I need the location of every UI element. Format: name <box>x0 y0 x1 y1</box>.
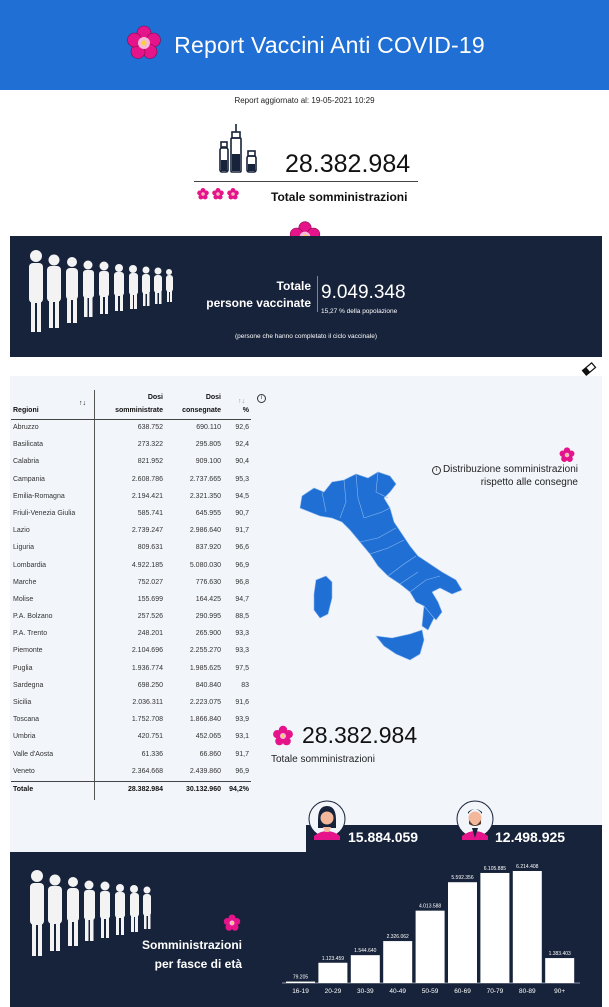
table-row[interactable] <box>11 437 251 454</box>
chart-tick-label: 20-29 <box>324 988 342 995</box>
table-cell-c: 776.630 <box>195 578 221 586</box>
male-avatar-icon[interactable] <box>456 800 494 847</box>
table-cell-d: 420.751 <box>137 733 163 741</box>
primula-flower-icon <box>124 23 164 68</box>
table-cell-p: 96,9 <box>235 561 249 569</box>
chart-tick-label: 80-89 <box>518 988 536 995</box>
table-cell-r: Abruzzo <box>13 424 39 431</box>
divider <box>194 181 418 182</box>
table-cell-p: 83 <box>241 681 249 689</box>
table-cell-r: Emilia-Romagna <box>13 492 65 500</box>
table-cell-p: 94,7 <box>235 595 249 603</box>
table-cell-d: 585.741 <box>137 509 163 517</box>
table-cell-r: Lazio <box>13 527 30 535</box>
table-cell-r: Friuli-Venezia Giulia <box>13 509 76 517</box>
table-cell-c: 690.110 <box>196 424 221 431</box>
total-doses-label: Totale somministrazioni <box>271 190 408 204</box>
table-cell-r: Piemonte <box>13 647 43 655</box>
header-pct[interactable]: % <box>242 407 249 414</box>
info-icon[interactable]: i <box>432 466 441 475</box>
table-cell-r: Veneto <box>13 767 35 775</box>
table-cell-d: 1.752.708 <box>131 716 163 724</box>
table-cell-p: 92,4 <box>235 441 249 449</box>
last-updated: Report aggiornato al: 19-05-2021 10:29 <box>234 96 375 105</box>
vaccinated-note: (persone che hanno completato il ciclo vaccinale) <box>235 333 377 340</box>
table-cell-p: 90,7 <box>235 509 249 517</box>
table-cell-c: 1.985.625 <box>189 664 221 672</box>
table-cell-p: 91,6 <box>235 699 249 706</box>
table-cell-d: 2.608.786 <box>131 475 163 483</box>
total-doses-label-2: Totale somministrazioni <box>271 754 375 765</box>
table-cell-r: Liguria <box>13 544 35 552</box>
header-cons-line2[interactable]: consegnate <box>182 407 221 414</box>
chart-bar[interactable] <box>286 982 315 983</box>
chart-tick-label: 16-19 <box>292 988 309 995</box>
table-cell-p: 96,9 <box>235 767 249 775</box>
table-cell-r: Sicilia <box>13 699 32 706</box>
table-cell-d: 2.194.421 <box>131 492 163 500</box>
primula-flower-icon <box>271 724 295 753</box>
table-row[interactable] <box>11 506 251 523</box>
table-cell-p: 93,9 <box>235 716 249 724</box>
chart-data-label: 6.214.408 <box>516 864 539 870</box>
table-cell-p: 91,7 <box>235 527 249 535</box>
table-row[interactable] <box>11 489 251 506</box>
table-cell-d: 273.322 <box>137 441 163 449</box>
table-cell-d: 638.752 <box>137 424 163 431</box>
chart-tick-label: 70-79 <box>486 988 504 995</box>
chart-data-label: 4.013.588 <box>418 903 442 910</box>
table-cell-r: Umbria <box>13 733 36 741</box>
table-cell-r: Campania <box>13 475 45 483</box>
sort-icon[interactable]: ↑↓ <box>238 398 245 405</box>
table-cell-c: 1.866.840 <box>189 716 221 724</box>
table-cell-d: 2.739.247 <box>131 527 163 535</box>
syringe-vials-icon <box>218 122 258 181</box>
table-cell-c: 5.080.030 <box>189 561 221 569</box>
header-dosi-line2[interactable]: somministrate <box>115 407 163 414</box>
chart-tick-label: 90+ <box>554 988 566 995</box>
header-regioni[interactable]: Regioni <box>13 407 39 414</box>
table-row[interactable] <box>11 643 251 660</box>
primula-flower-icon <box>222 913 242 938</box>
table-row[interactable] <box>11 695 251 712</box>
vaccinated-pct: 15,27 % della popolazione <box>321 308 398 315</box>
chart-data-label: 2.326.062 <box>386 934 409 941</box>
chart-data-label: 79.205 <box>292 974 309 981</box>
table-cell-d: 61.336 <box>141 750 163 758</box>
chart-bar[interactable] <box>513 871 542 983</box>
table-cell-d: 4.922.185 <box>131 561 163 569</box>
table-cell-p: 97,5 <box>235 664 249 672</box>
table-cell-c: 837.920 <box>195 544 221 552</box>
female-avatar-icon[interactable] <box>308 800 346 847</box>
table-cell-r: P.A. Bolzano <box>13 613 53 621</box>
table-cell-p: 96,8 <box>235 578 249 586</box>
chart-data-label: 1.544.640 <box>354 948 377 955</box>
table-cell-p: 93,1 <box>235 733 249 741</box>
italy-map[interactable] <box>292 468 467 678</box>
table-row[interactable] <box>11 540 251 557</box>
table-cell-p: 93,3 <box>235 647 249 655</box>
table-row[interactable] <box>11 729 251 746</box>
table-row[interactable] <box>11 764 251 781</box>
table-cell-d: 809.631 <box>137 544 163 552</box>
chart-tick-label: 50-59 <box>421 988 439 995</box>
flower-decoration <box>196 187 240 201</box>
male-doses-value: 12.498.925 <box>495 829 566 845</box>
table-row[interactable] <box>11 523 251 540</box>
table-row[interactable] <box>11 712 251 729</box>
chart-bar[interactable] <box>545 958 574 983</box>
table-cell-c: 2.986.640 <box>189 527 221 535</box>
table-cell-d: 2.104.696 <box>131 647 163 655</box>
table-cell-c: 909.100 <box>195 458 221 466</box>
age-chart-title: Somministrazioni per fasce di età <box>141 938 242 971</box>
table-cell-c: 2.255.270 <box>189 647 221 655</box>
table-cell-c: 2.321.350 <box>189 492 221 500</box>
table-cell-r: Valle d'Aosta <box>13 750 54 758</box>
table-row[interactable] <box>11 609 251 626</box>
table-row[interactable] <box>11 558 251 575</box>
table-cell-p: 88,5 <box>235 613 249 621</box>
table-cell-p: 91,7 <box>235 750 249 758</box>
table-cell-p: 96,6 <box>235 544 249 552</box>
chart-data-label: 6.105.885 <box>483 865 507 872</box>
chart-bar[interactable] <box>480 873 509 983</box>
table-cell-d: 752.027 <box>137 578 163 586</box>
regions-table <box>11 390 251 797</box>
table-cell-d: 698.250 <box>137 681 163 689</box>
chart-tick-label: 30-39 <box>356 988 374 995</box>
chart-bar[interactable] <box>351 955 380 983</box>
primula-flower-icon <box>226 187 240 201</box>
sort-icon[interactable]: ↑↓ <box>79 400 86 407</box>
chart-bar[interactable] <box>318 963 347 983</box>
primula-flower-icon <box>196 187 210 201</box>
age-bar-chart <box>280 852 590 1007</box>
table-row[interactable] <box>11 661 251 678</box>
table-cell-c: 295.805 <box>195 441 221 449</box>
table-cell-r: Toscana <box>13 716 40 724</box>
vaccinated-label: Totale persone vaccinate <box>206 279 311 310</box>
table-cell-d: 257.526 <box>137 613 163 621</box>
total-doses-value: 28.382.984 <box>285 150 411 178</box>
table-cell-d: 1.936.774 <box>131 664 163 672</box>
chart-data-label: 1.123.459 <box>321 955 345 962</box>
chart-bar[interactable] <box>416 911 445 983</box>
table-cell-r: Marche <box>13 578 37 586</box>
total-doses-value-2: 28.382.984 <box>302 722 418 748</box>
chart-tick-label: 40-49 <box>389 988 407 995</box>
header-dosi-line1[interactable]: Dosi <box>147 394 163 401</box>
chart-bar[interactable] <box>383 941 412 983</box>
table-row[interactable] <box>11 678 251 695</box>
table-row[interactable] <box>11 592 251 609</box>
table-row[interactable] <box>11 472 251 489</box>
table-cell-c: 265.900 <box>195 630 221 638</box>
table-cell-c: 2.223.075 <box>189 699 221 706</box>
table-cell-c: 2.737.665 <box>189 475 221 483</box>
table-cell-r: Molise <box>13 595 34 603</box>
table-cell-p: 93,3 <box>235 630 249 638</box>
table-row[interactable] <box>11 575 251 592</box>
header <box>0 0 609 90</box>
table-cell-r: Calabria <box>13 458 40 466</box>
people-queue-icon <box>22 244 182 341</box>
table-cell-c: 66.860 <box>199 750 221 758</box>
page-title: Report Vaccini Anti COVID-19 <box>174 31 485 58</box>
header-cons-line1[interactable]: Dosi <box>205 394 221 401</box>
table-cell-d: 2.036.311 <box>132 699 163 706</box>
map-caption: i Distribuzione somministrazioni rispetto alle consegne <box>420 463 578 489</box>
table-row[interactable] <box>11 626 251 643</box>
table-cell-c: 452.065 <box>195 733 221 741</box>
table-row[interactable] <box>11 747 251 764</box>
table-cell-c: 840.840 <box>195 681 221 689</box>
table-cell-p: 90,4 <box>235 458 249 466</box>
table-cell-r: Sardegna <box>13 681 44 689</box>
vaccinated-value: 9.049.348 <box>321 282 406 303</box>
table-cell-r: Lombardia <box>13 561 47 569</box>
chart-bar[interactable] <box>448 882 477 983</box>
table-body <box>11 420 251 781</box>
table-cell-r: Puglia <box>13 664 33 672</box>
info-icon[interactable]: i <box>257 394 266 403</box>
primula-flower-icon <box>211 187 225 201</box>
table-row[interactable] <box>11 420 251 437</box>
table-cell-c: 2.439.860 <box>189 767 221 775</box>
table-cell-d: 821.952 <box>137 458 163 466</box>
table-cell-c: 164.425 <box>195 595 221 603</box>
chart-data-label: 1.383.403 <box>548 951 571 958</box>
table-cell-p: 95,3 <box>235 475 249 483</box>
table-cell-d: 2.364.668 <box>131 767 163 775</box>
accent-divider <box>317 276 318 312</box>
table-cell-p: 94,5 <box>235 492 249 500</box>
vaccinated-panel <box>10 236 602 357</box>
table-cell-c: 290.995 <box>195 613 221 621</box>
table-cell-r: Basilicata <box>13 441 43 449</box>
chart-data-label: 5.592.356 <box>451 875 474 882</box>
table-header <box>11 390 251 420</box>
table-cell-r: P.A. Trento <box>13 630 48 638</box>
table-cell-d: 155.699 <box>137 595 163 603</box>
female-doses-value: 15.884.059 <box>348 829 419 845</box>
table-cell-p: 92,6 <box>235 424 249 431</box>
table-cell-c: 645.955 <box>195 509 221 517</box>
table-cell-d: 248.201 <box>137 630 163 638</box>
table-row[interactable] <box>11 454 251 471</box>
chart-tick-label: 60-69 <box>454 988 471 995</box>
table-total-row: Totale 28.382.984 30.132.960 94,2% <box>11 781 251 797</box>
